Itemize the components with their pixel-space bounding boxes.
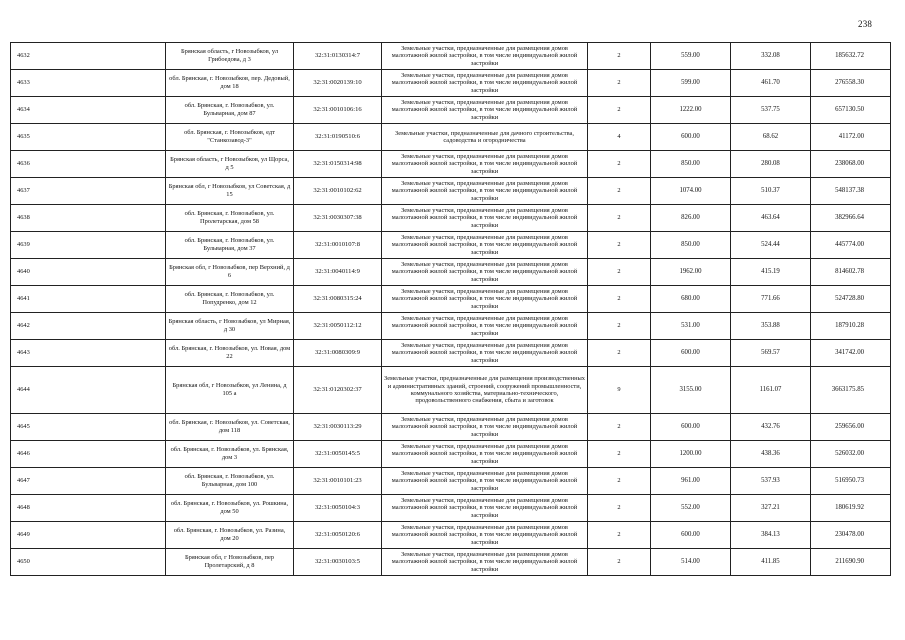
address-cell: Брянская область, г Новозыбков, ул Грибоедова, д 3: [166, 43, 294, 70]
address-cell: Брянская обл, г Новозыбков, пер Верхний, д 6: [166, 259, 294, 286]
use-group-cell: 2: [588, 495, 651, 522]
land-use-cell: Земельные участки, предназначенные для размещения домов малоэтажной жилой застройки, в том числе индивидуальной жилой застройки: [382, 468, 588, 495]
land-use-cell: Земельные участки, предназначенные для размещения домов малоэтажной жилой застройки, в том числе индивидуальной жилой застройки: [382, 43, 588, 70]
area-cell: 600.00: [651, 124, 731, 151]
cadastral-number-cell: 32:31:0010107:8: [294, 232, 382, 259]
table-row: [11, 367, 891, 414]
row-number-cell: 4633: [11, 70, 166, 97]
specific-value-cell: 68.62: [731, 124, 811, 151]
specific-value-cell: 537.75: [731, 97, 811, 124]
specific-value-cell: 280.08: [731, 151, 811, 178]
row-number-cell: 4644: [11, 367, 166, 414]
area-cell: 531.00: [651, 313, 731, 340]
cadastral-number-cell: 32:31:0190510:6: [294, 124, 382, 151]
address-cell: обл. Брянская, г. Новозыбков, пер. Дедовый, дом 18: [166, 70, 294, 97]
area-cell: 961.00: [651, 468, 731, 495]
use-group-cell: 2: [588, 178, 651, 205]
cadastral-cost-cell: 516950.73: [811, 468, 891, 495]
cadastral-cost-cell: 180619.92: [811, 495, 891, 522]
use-group-cell: 2: [588, 468, 651, 495]
use-group-cell: 2: [588, 232, 651, 259]
area-cell: 850.00: [651, 151, 731, 178]
specific-value-cell: 510.37: [731, 178, 811, 205]
table-row: [11, 414, 891, 441]
area-cell: 600.00: [651, 522, 731, 549]
table-row: [11, 232, 891, 259]
area-cell: 826.00: [651, 205, 731, 232]
use-group-cell: 4: [588, 124, 651, 151]
land-use-cell: Земельные участки, предназначенные для размещения домов малоэтажной жилой застройки, в том числе индивидуальной жилой застройки: [382, 549, 588, 576]
cadastral-number-cell: 32:31:0010106:16: [294, 97, 382, 124]
address-cell: Брянская область, г Новозыбков, ул Щорса, д 5: [166, 151, 294, 178]
area-cell: 600.00: [651, 340, 731, 367]
specific-value-cell: 438.36: [731, 441, 811, 468]
cadastral-cost-cell: 211690.90: [811, 549, 891, 576]
cadastral-cost-cell: 238068.00: [811, 151, 891, 178]
land-use-cell: Земельные участки, предназначенные для размещения домов малоэтажной жилой застройки, в том числе индивидуальной жилой застройки: [382, 340, 588, 367]
address-cell: обл. Брянская, г. Новозыбков, ул. Брянская, дом 3: [166, 441, 294, 468]
address-cell: Брянская обл, г Новозыбков, ул Советская, д 15: [166, 178, 294, 205]
land-use-cell: Земельные участки, предназначенные для размещения домов малоэтажной жилой застройки, в том числе индивидуальной жилой застройки: [382, 414, 588, 441]
specific-value-cell: 537.93: [731, 468, 811, 495]
cadastral-cost-cell: 524728.80: [811, 286, 891, 313]
table-row: [11, 468, 891, 495]
specific-value-cell: 569.57: [731, 340, 811, 367]
specific-value-cell: 432.76: [731, 414, 811, 441]
address-cell: Брянская обл, г Новозыбков, ул Ленина, д 105 а: [166, 367, 294, 414]
specific-value-cell: 384.13: [731, 522, 811, 549]
table-row: [11, 259, 891, 286]
address-cell: обл. Брянская, г. Новозыбков, ул. Пролетарская, дом 58: [166, 205, 294, 232]
table-row: [11, 70, 891, 97]
specific-value-cell: 332.08: [731, 43, 811, 70]
address-cell: обл. Брянская, г. Новозыбков, ул. Бульварная, дом 37: [166, 232, 294, 259]
area-cell: 1200.00: [651, 441, 731, 468]
land-use-cell: Земельные участки, предназначенные для размещения домов малоэтажной жилой застройки, в том числе индивидуальной жилой застройки: [382, 286, 588, 313]
specific-value-cell: 463.64: [731, 205, 811, 232]
table-row: [11, 124, 891, 151]
area-cell: 850.00: [651, 232, 731, 259]
row-number-cell: 4638: [11, 205, 166, 232]
use-group-cell: 2: [588, 97, 651, 124]
use-group-cell: 2: [588, 414, 651, 441]
land-use-cell: Земельные участки, предназначенные для размещения домов малоэтажной жилой застройки, в том числе индивидуальной жилой застройки: [382, 178, 588, 205]
specific-value-cell: 524.44: [731, 232, 811, 259]
cadastral-cost-cell: 230478.00: [811, 522, 891, 549]
table-row: [11, 178, 891, 205]
cadastral-cost-cell: 657130.50: [811, 97, 891, 124]
row-number-cell: 4647: [11, 468, 166, 495]
table-row: [11, 43, 891, 70]
land-use-cell: Земельные участки, предназначенные для размещения домов малоэтажной жилой застройки, в том числе индивидуальной жилой застройки: [382, 495, 588, 522]
cadastral-cost-cell: 185632.72: [811, 43, 891, 70]
address-cell: Брянская обл, г Новозыбков, пер Пролетарский, д 8: [166, 549, 294, 576]
area-cell: 1074.00: [651, 178, 731, 205]
specific-value-cell: 461.70: [731, 70, 811, 97]
row-number-cell: 4634: [11, 97, 166, 124]
specific-value-cell: 327.21: [731, 495, 811, 522]
cadastral-value-table: [10, 42, 891, 576]
area-cell: 552.00: [651, 495, 731, 522]
cadastral-cost-cell: 3663175.85: [811, 367, 891, 414]
cadastral-number-cell: 32:31:0030103:5: [294, 549, 382, 576]
land-use-cell: Земельные участки, предназначенные для размещения домов малоэтажной жилой застройки, в том числе индивидуальной жилой застройки: [382, 441, 588, 468]
use-group-cell: 2: [588, 522, 651, 549]
cadastral-cost-cell: 814602.78: [811, 259, 891, 286]
use-group-cell: 9: [588, 367, 651, 414]
land-use-cell: Земельные участки, предназначенные для размещения домов малоэтажной жилой застройки, в том числе индивидуальной жилой застройки: [382, 205, 588, 232]
table-row: [11, 286, 891, 313]
row-number-cell: 4636: [11, 151, 166, 178]
cadastral-number-cell: 32:31:0030113:29: [294, 414, 382, 441]
table-row: [11, 313, 891, 340]
row-number-cell: 4635: [11, 124, 166, 151]
land-use-cell: Земельные участки, предназначенные для размещения домов малоэтажной жилой застройки, в том числе индивидуальной жилой застройки: [382, 97, 588, 124]
cadastral-number-cell: 32:31:0130314:7: [294, 43, 382, 70]
row-number-cell: 4640: [11, 259, 166, 286]
row-number-cell: 4649: [11, 522, 166, 549]
table-row: [11, 495, 891, 522]
row-number-cell: 4650: [11, 549, 166, 576]
cadastral-cost-cell: 445774.00: [811, 232, 891, 259]
page-number: 238: [858, 19, 873, 29]
cadastral-number-cell: 32:31:0050145:5: [294, 441, 382, 468]
specific-value-cell: 353.88: [731, 313, 811, 340]
address-cell: обл. Брянская, г. Новозыбков, ул. Бульварная, дом 87: [166, 97, 294, 124]
cadastral-number-cell: 32:31:0150314:98: [294, 151, 382, 178]
use-group-cell: 2: [588, 259, 651, 286]
address-cell: Брянская область, г Новозыбков, ул Мирная, д 30: [166, 313, 294, 340]
cadastral-cost-cell: 259656.00: [811, 414, 891, 441]
use-group-cell: 2: [588, 286, 651, 313]
address-cell: обл. Брянская, г. Новозыбков, ул. Рошкина, дом 50: [166, 495, 294, 522]
cadastral-cost-cell: 187910.28: [811, 313, 891, 340]
cadastral-cost-cell: 526032.00: [811, 441, 891, 468]
land-use-cell: Земельные участки, предназначенные для размещения производственных и административных зданий, строений, сооружений промышленности, коммунального хозяйства, материально-технического, продовольственного снабжения, сбыта и заготовок: [382, 367, 588, 414]
table-row: [11, 549, 891, 576]
specific-value-cell: 1161.07: [731, 367, 811, 414]
land-use-cell: Земельные участки, предназначенные для размещения домов малоэтажной жилой застройки, в том числе индивидуальной жилой застройки: [382, 522, 588, 549]
cadastral-number-cell: 32:31:0050112:12: [294, 313, 382, 340]
area-cell: 3155.00: [651, 367, 731, 414]
address-cell: обл. Брянская, г. Новозыбков, едт "Станкозавод-3": [166, 124, 294, 151]
address-cell: обл. Брянская, г. Новозыбков, ул. Новая, дом 22: [166, 340, 294, 367]
cadastral-number-cell: 32:31:0050120:6: [294, 522, 382, 549]
table-row: [11, 97, 891, 124]
cadastral-number-cell: 32:31:0080315:24: [294, 286, 382, 313]
address-cell: обл. Брянская, г. Новозыбков, ул. Попудренко, дом 12: [166, 286, 294, 313]
specific-value-cell: 415.19: [731, 259, 811, 286]
land-use-cell: Земельные участки, предназначенные для размещения домов малоэтажной жилой застройки, в том числе индивидуальной жилой застройки: [382, 70, 588, 97]
use-group-cell: 2: [588, 441, 651, 468]
row-number-cell: 4637: [11, 178, 166, 205]
cadastral-cost-cell: 276558.30: [811, 70, 891, 97]
land-use-cell: Земельные участки, предназначенные для дачного строительства, садоводства и огородничества: [382, 124, 588, 151]
address-cell: обл. Брянская, г. Новозыбков, ул. Бульварная, дом 100: [166, 468, 294, 495]
land-use-cell: Земельные участки, предназначенные для размещения домов малоэтажной жилой застройки, в том числе индивидуальной жилой застройки: [382, 313, 588, 340]
row-number-cell: 4632: [11, 43, 166, 70]
specific-value-cell: 411.85: [731, 549, 811, 576]
row-number-cell: 4648: [11, 495, 166, 522]
area-cell: 599.00: [651, 70, 731, 97]
address-cell: обл. Брянская, г. Новозыбков, ул. Советская, дом 118: [166, 414, 294, 441]
area-cell: 600.00: [651, 414, 731, 441]
row-number-cell: 4645: [11, 414, 166, 441]
table-row: [11, 151, 891, 178]
cadastral-number-cell: 32:31:0020139:10: [294, 70, 382, 97]
land-use-cell: Земельные участки, предназначенные для размещения домов малоэтажной жилой застройки, в том числе индивидуальной жилой застройки: [382, 151, 588, 178]
use-group-cell: 2: [588, 205, 651, 232]
use-group-cell: 2: [588, 151, 651, 178]
area-cell: 680.00: [651, 286, 731, 313]
cadastral-number-cell: 32:31:0030307:38: [294, 205, 382, 232]
row-number-cell: 4641: [11, 286, 166, 313]
cadastral-number-cell: 32:31:0050104:3: [294, 495, 382, 522]
specific-value-cell: 771.66: [731, 286, 811, 313]
cadastral-number-cell: 32:31:0040114:9: [294, 259, 382, 286]
use-group-cell: 2: [588, 313, 651, 340]
row-number-cell: 4646: [11, 441, 166, 468]
row-number-cell: 4642: [11, 313, 166, 340]
table-row: [11, 441, 891, 468]
cadastral-number-cell: 32:31:0080309:9: [294, 340, 382, 367]
land-use-cell: Земельные участки, предназначенные для размещения домов малоэтажной жилой застройки, в том числе индивидуальной жилой застройки: [382, 232, 588, 259]
use-group-cell: 2: [588, 340, 651, 367]
row-number-cell: 4643: [11, 340, 166, 367]
cadastral-number-cell: 32:31:0120302:37: [294, 367, 382, 414]
area-cell: 1222.00: [651, 97, 731, 124]
row-number-cell: 4639: [11, 232, 166, 259]
area-cell: 559.00: [651, 43, 731, 70]
use-group-cell: 2: [588, 549, 651, 576]
address-cell: обл. Брянская, г. Новозыбков, ул. Разина, дом 20: [166, 522, 294, 549]
cadastral-cost-cell: 41172.00: [811, 124, 891, 151]
use-group-cell: 2: [588, 43, 651, 70]
table-row: [11, 205, 891, 232]
table-row: [11, 340, 891, 367]
cadastral-cost-cell: 548137.38: [811, 178, 891, 205]
cadastral-cost-cell: 341742.00: [811, 340, 891, 367]
use-group-cell: 2: [588, 70, 651, 97]
cadastral-number-cell: 32:31:0010102:62: [294, 178, 382, 205]
cadastral-number-cell: 32:31:0010101:23: [294, 468, 382, 495]
land-use-cell: Земельные участки, предназначенные для размещения домов малоэтажной жилой застройки, в том числе индивидуальной жилой застройки: [382, 259, 588, 286]
table-row: [11, 522, 891, 549]
cadastral-cost-cell: 382966.64: [811, 205, 891, 232]
table-body: [11, 43, 891, 576]
area-cell: 514.00: [651, 549, 731, 576]
area-cell: 1962.00: [651, 259, 731, 286]
